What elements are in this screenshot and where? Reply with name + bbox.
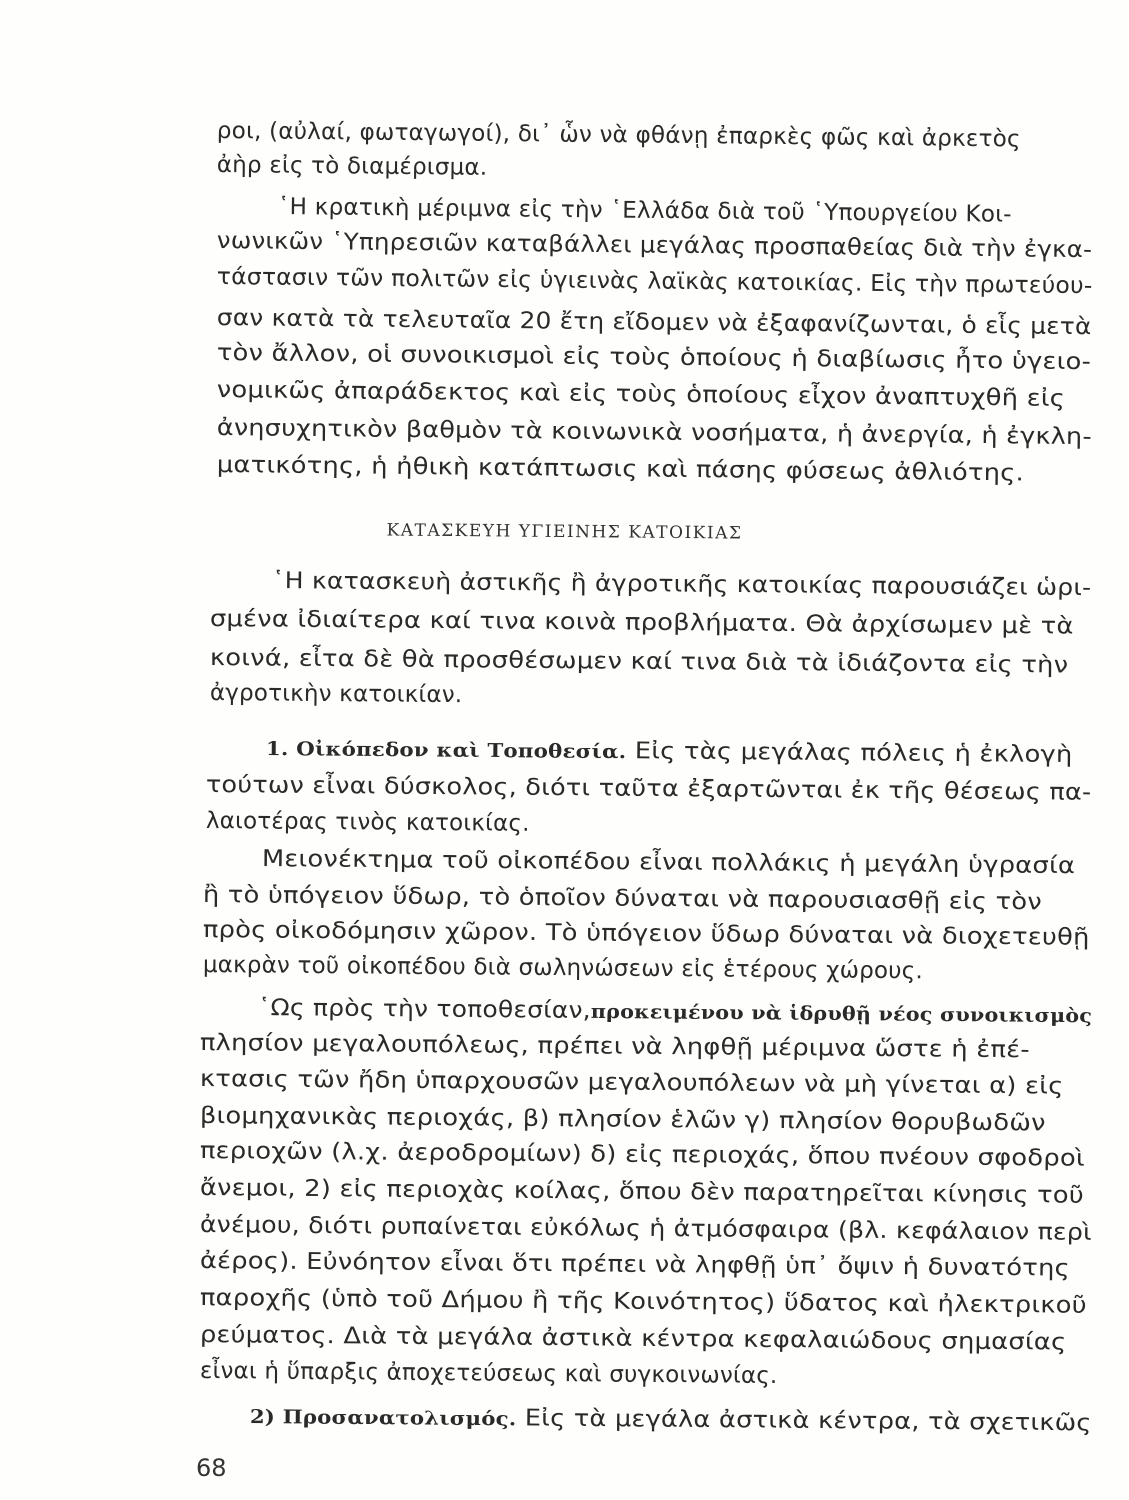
text-line: περιοχῶν (λ.χ. ἀεροδρομίων) δ) εἰς περιοχάς, ὅπου πνέουν σφοδροὶ xyxy=(199,1138,1085,1172)
text-line: Μειονέκτημα τοῦ οἰκοπέδου εἶναι πολλάκις ἡ μεγάλη ὑγρασία xyxy=(261,846,1076,880)
text-line: ἀέρος). Εὐνόητον εἶναι ὅτι πρέπει νὰ ληφθῇ ὑπ᾽ ὄψιν ἡ δυνατότης xyxy=(199,1248,1071,1282)
text-line: πρὸς οἰκοδόμησιν χῶρον. Τὸ ὑπόγειον ὕδωρ δύναται νὰ διοχετευθῇ xyxy=(202,917,1090,951)
text-line: σαν κατὰ τὰ τελευταῖα 20 ἔτη εἴδομεν νὰ ἐξαφανίζωνται, ὁ εἷς μετὰ xyxy=(216,305,1092,341)
page-number: 68 xyxy=(196,1454,227,1482)
text-line: ρεύματος. Διὰ τὰ μεγάλα ἀστικὰ κέντρα κεφαλαιώδους σημασίας xyxy=(199,1322,1067,1356)
text-span: Εἰς τὰς μεγάλας πόλεις ἡ ἐκλογὴ xyxy=(634,738,1073,769)
bold-span: προκειμένου νὰ ἱδρυθῇ νέος συνοικισμὸς xyxy=(590,1000,1093,1028)
text-line: ῾Η κρατικὴ μέριμνα εἰς τὴν ῾Ελλάδα διὰ τοῦ ῾Υπουργείου Κοι- xyxy=(277,194,1012,228)
text-line: ἀγροτικὴν κατοικίαν. xyxy=(209,680,463,709)
text-span: Εἰς τὰ μεγάλα ἀστικὰ κέντρα, τὰ σχετικῶς xyxy=(524,1405,1092,1437)
text-line: παροχῆς (ὑπὸ τοῦ Δήμου ἢ τῆς Κοινότητος) ὕδατος καὶ ἠλεκτρικοῦ xyxy=(199,1285,1087,1319)
text-span: ῾Ως πρὸς τὴν τοποθεσίαν, xyxy=(257,995,591,1024)
subsection-title: 2) Προσανατολισμός. xyxy=(249,1405,517,1431)
text-line: κοινά, εἶτα δὲ θὰ προσθέσωμεν καί τινα διὰ τὰ ἰδιάζοντα εἰς τὴν xyxy=(209,645,1069,679)
text-line: λαιοτέρας τινὸς κατοικίας. xyxy=(205,808,530,837)
text-line: τάστασιν τῶν πολιτῶν εἰς ὑγιεινὰς λαϊκὰς κατοικίας. Εἰς τὴν πρωτεύου- xyxy=(216,264,1093,300)
text-line: ἀνέμου, διότι ρυπαίνεται εὐκόλως ἡ ἀτμόσφαιρα (βλ. κεφάλαιον περὶ xyxy=(199,1212,1092,1246)
text-line: ἀνησυχητικὸν βαθμὸν τὰ κοινωνικὰ νοσήματα, ἡ ἀνεργία, ἡ ἐγκλη- xyxy=(216,415,1092,451)
section-heading: ΚΑΤΑΣΚΕΥΗ ΥΓΙΕΙΝΗΣ ΚΑΤΟΙΚΙΑΣ xyxy=(386,520,743,544)
text-line xyxy=(258,995,1092,1028)
text-line: τὸν ἄλλον, οἱ συνοικισμοὶ εἰς τοὺς ὁποίους ἡ διαβίωσις ἦτο ὑγειο- xyxy=(216,340,1092,376)
text-line: μακρὰν τοῦ οἰκοπέδου διὰ σωληνώσεων εἰς ἑτέρους χώρους. xyxy=(202,952,924,985)
text-line: νομικῶς ἀπαράδεκτος καὶ εἰς τοὺς ὁποίους εἶχον ἀναπτυχθῆ εἰς xyxy=(216,377,1066,412)
text-line: ἀὴρ εἰς τὸ διαμέρισμα. xyxy=(216,152,488,181)
text-line: ἄνεμοι, 2) εἰς περιοχὰς κοίλας, ὅπου δὲν παρατηρεῖται κίνησις τοῦ xyxy=(199,1175,1085,1209)
text-line: ματικότης, ἡ ἠθικὴ κατάπτωσις καὶ πάσης φύσεως ἀθλιότης. xyxy=(216,452,1025,487)
text-line: τούτων εἶναι δύσκολος, διότι ταῦτα ἐξαρτῶνται ἐκ τῆς θέσεως πα- xyxy=(205,772,1092,806)
text-line: ροι, (αὐλαί, φωταγωγοί), δι᾽ ὧν νὰ φθάνῃ ἐπαρκὲς φῶς καὶ ἀρκετὸς xyxy=(216,118,1021,153)
text-line xyxy=(250,1403,1092,1436)
text-line: πλησίον μεγαλουπόλεως, πρέπει νὰ ληφθῇ μέριμνα ὥστε ἡ ἐπέ- xyxy=(199,1030,1030,1064)
subsection-title: 1. Οἰκόπεδον καὶ Τοποθεσία. xyxy=(265,737,627,764)
text-line xyxy=(266,735,1073,768)
text-line: ἢ τὸ ὑπόγειον ὕδωρ, τὸ ὁποῖον δύναται νὰ παρουσιασθῇ εἰς τὸν xyxy=(202,882,1043,916)
text-line: ῾Η κατασκευὴ ἀστικῆς ἢ ἀγροτικῆς κατοικίας παρουσιάζει ὡρι- xyxy=(271,568,1092,602)
text-line: νωνικῶν ῾Υπηρεσιῶν καταβάλλει μεγάλας προσπαθείας διὰ τὴν ἐγκα- xyxy=(216,228,1093,264)
text-line: κτασις τῶν ἤδη ὑπαρχουσῶν μεγαλουπόλεων νὰ μὴ γίνεται α) εἰς xyxy=(199,1066,1064,1100)
text-line: βιομηχανικὰς περιοχάς, β) πλησίον ἑλῶν γ) πλησίον θορυβωδῶν xyxy=(199,1103,1046,1137)
text-line: εἶναι ἡ ὕπαρξις ἀποχετεύσεως καὶ συγκοινωνίας. xyxy=(199,1358,778,1390)
text-line: σμένα ἰδιαίτερα καί τινα κοινὰ προβλήματα. Θὰ ἀρχίσωμεν μὲ τὰ xyxy=(209,606,1074,640)
